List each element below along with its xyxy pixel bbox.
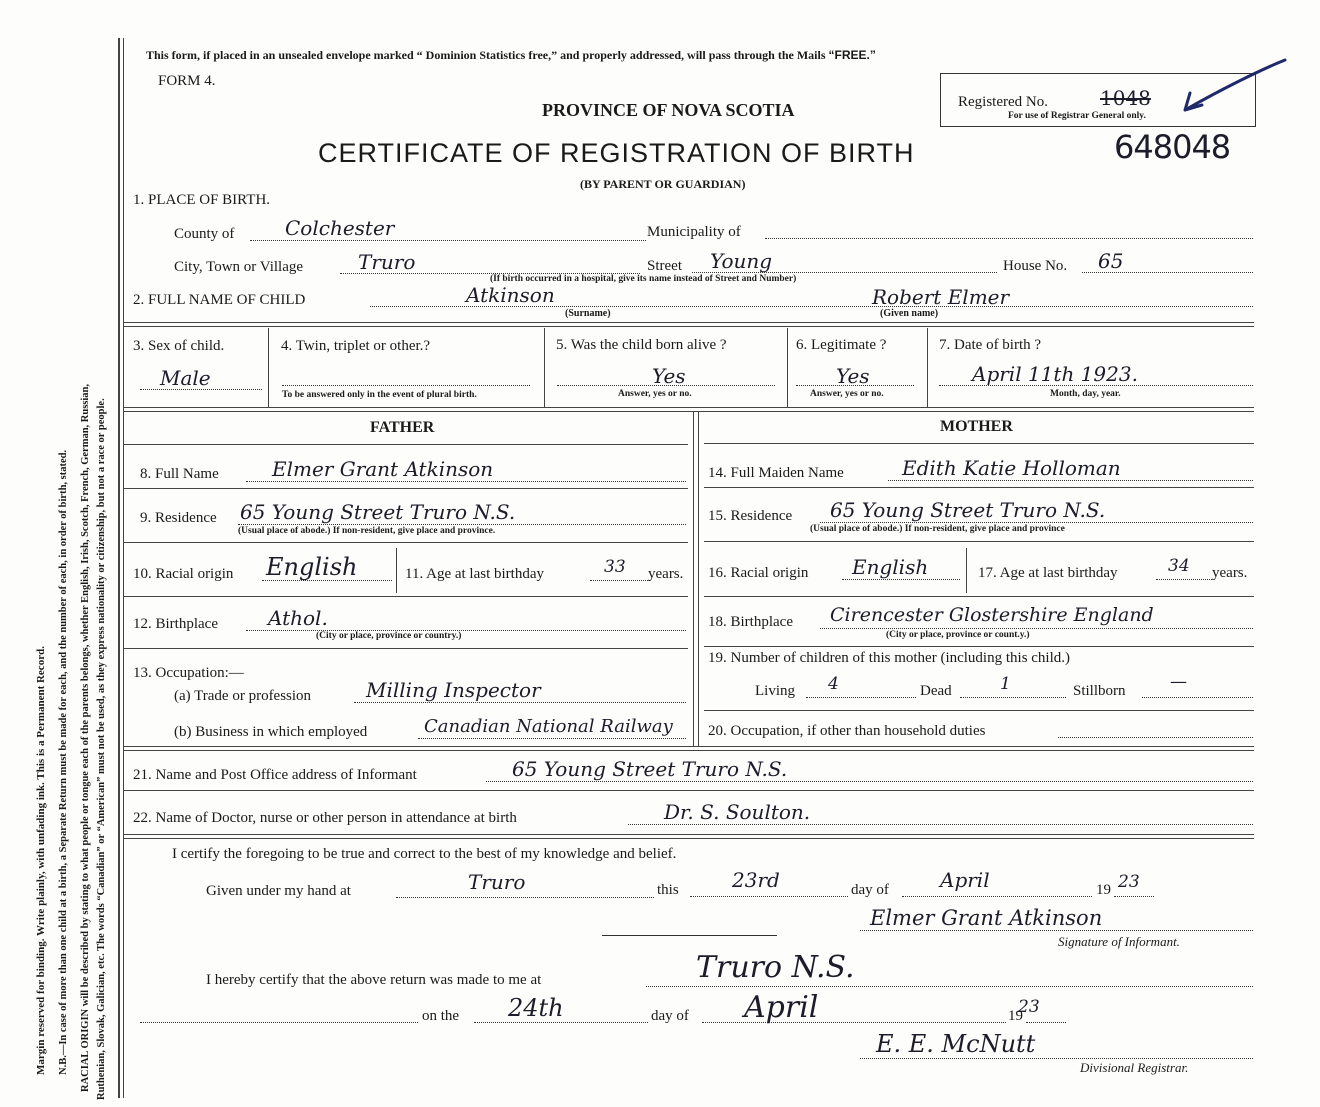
mother-race-divider bbox=[966, 548, 967, 593]
father-trade: Milling Inspector bbox=[366, 678, 541, 702]
dead-line bbox=[960, 697, 1066, 698]
mother-name-line bbox=[888, 480, 1253, 481]
twin-note: To be answered only in the event of plural birth. bbox=[282, 390, 477, 400]
mother-name-label: 14. Full Maiden Name bbox=[708, 465, 844, 481]
registrar-line bbox=[860, 1058, 1253, 1059]
reg-day-line bbox=[474, 1022, 648, 1023]
stillborn-value: — bbox=[1170, 672, 1187, 692]
mother-rule-4 bbox=[704, 646, 1254, 647]
binding-rule-inner bbox=[123, 38, 124, 1098]
mother-res-line bbox=[820, 522, 1253, 523]
occupation-bottom-rule bbox=[124, 746, 1254, 751]
mail-note-text: This form, if placed in an unsealed envelope marked “ Dominion Statistics free,” and properly addressed, will pass through the Mails bbox=[146, 48, 829, 62]
house-label: House No. bbox=[1003, 258, 1068, 274]
certificate-subtitle: (BY PARENT OR GUARDIAN) bbox=[580, 177, 746, 191]
given-caption: (Given name) bbox=[880, 308, 939, 319]
municipality-line bbox=[765, 238, 1253, 239]
sex-value: Male bbox=[160, 366, 211, 390]
father-residence: 65 Young Street Truro N.S. bbox=[240, 500, 516, 524]
reg-day: 24th bbox=[508, 994, 564, 1022]
day-line bbox=[690, 896, 848, 897]
given-label: Given under my hand at bbox=[206, 883, 351, 899]
certify-statement: I certify the foregoing to be true and correct to the best of my knowledge and belief. bbox=[172, 846, 677, 862]
alive-value: Yes bbox=[652, 364, 686, 388]
margin-note-3: RACIAL ORIGIN will be described by stating to what people or tongue each of the parents belongs, whether English, Irish, Scotch, French, German, Russian, bbox=[80, 383, 91, 1092]
mother-bp-line bbox=[820, 628, 1253, 629]
doctor-value: Dr. S. Soulton. bbox=[664, 800, 811, 824]
mother-age: 34 bbox=[1168, 556, 1190, 576]
month-line bbox=[902, 896, 1092, 897]
county-line bbox=[250, 240, 646, 241]
living-line bbox=[806, 697, 916, 698]
place-heading: 1. PLACE OF BIRTH. bbox=[133, 192, 271, 208]
legit-caption: Answer, yes or no. bbox=[810, 389, 884, 399]
county-label: County of bbox=[174, 226, 235, 242]
return-place-line bbox=[646, 986, 1253, 987]
registered-label: Registered No. bbox=[958, 94, 1048, 110]
reg-year: 23 bbox=[1018, 997, 1040, 1017]
city-label: City, Town or Village bbox=[174, 259, 304, 275]
margin-note-2: N.B.—In case of more than one child at a birth, a Separate Return must be made for each, and the number of each, in order of birth, stated. bbox=[58, 449, 69, 1075]
mother-name: Edith Katie Holloman bbox=[902, 456, 1121, 480]
father-race-divider bbox=[396, 548, 397, 593]
mother-rule-3 bbox=[704, 596, 1254, 597]
mother-residence: 65 Young Street Truro N.S. bbox=[830, 498, 1106, 522]
father-business: Canadian National Railway bbox=[424, 716, 673, 737]
twin-line bbox=[282, 385, 530, 386]
mother-rule-5 bbox=[704, 710, 1254, 711]
given-day: 23rd bbox=[732, 868, 780, 892]
onthe-leading-line bbox=[140, 1022, 418, 1023]
this-label: this bbox=[657, 882, 679, 898]
father-age: 33 bbox=[604, 557, 626, 577]
informant-value: 65 Young Street Truro N.S. bbox=[512, 757, 788, 781]
signature-short-rule bbox=[602, 935, 777, 936]
house-value: 65 bbox=[1098, 249, 1124, 273]
child-surname: Atkinson bbox=[466, 283, 555, 307]
informant-line bbox=[486, 781, 1253, 782]
stillborn-label: Stillborn bbox=[1073, 683, 1126, 699]
sex-label: 3. Sex of child. bbox=[133, 338, 225, 354]
father-biz-label: (b) Business in which employed bbox=[174, 724, 368, 740]
registrar-caption: Divisional Registrar. bbox=[1080, 1060, 1189, 1075]
twin-label: 4. Twin, triplet or other.? bbox=[281, 338, 431, 354]
year-line bbox=[1114, 896, 1154, 897]
municipality-label: Municipality of bbox=[647, 224, 741, 240]
living-label: Living bbox=[755, 683, 795, 699]
father-bp-label: 12. Birthplace bbox=[133, 616, 218, 632]
row3-divider-4 bbox=[927, 328, 928, 408]
dead-value: 1 bbox=[1000, 674, 1011, 694]
registered-number: 1048 bbox=[1100, 86, 1151, 110]
street-value: Young bbox=[710, 249, 773, 273]
row3-bottom-rule bbox=[124, 407, 1254, 412]
informant-label: 21. Name and Post Office address of Informant bbox=[133, 767, 417, 783]
father-bp-line bbox=[246, 630, 686, 631]
father-heading-rule bbox=[124, 444, 688, 445]
column-divider bbox=[693, 412, 694, 747]
city-value: Truro bbox=[358, 250, 416, 274]
dead-label: Dead bbox=[920, 683, 952, 699]
legit-label: 6. Legitimate ? bbox=[796, 337, 887, 353]
father-name-label: 8. Full Name bbox=[140, 466, 219, 482]
mother-rule-2 bbox=[704, 541, 1254, 542]
reg-year-line bbox=[1026, 1022, 1066, 1023]
father-res-caption: (Usual place of abode.) If non-resident, give place and province. bbox=[238, 526, 496, 536]
mail-note-free: “FREE.” bbox=[828, 48, 876, 62]
mother-rule-1 bbox=[704, 487, 1254, 488]
onthe-label: on the bbox=[422, 1008, 460, 1024]
reg-month: April bbox=[744, 990, 819, 1025]
dob-value: April 11th 1923. bbox=[972, 362, 1138, 386]
county-value: Colchester bbox=[285, 216, 395, 240]
form-number: FORM 4. bbox=[158, 73, 216, 89]
registrar-note: For use of Registrar General only. bbox=[1008, 111, 1146, 121]
father-trade-line bbox=[354, 702, 686, 703]
child-given-name: Robert Elmer bbox=[872, 285, 1010, 309]
informant-rule bbox=[124, 790, 1254, 791]
row3-divider-3 bbox=[787, 328, 788, 408]
mother-bp-caption: (City or place, province or count.y.) bbox=[886, 630, 1030, 640]
father-res-label: 9. Residence bbox=[140, 510, 217, 526]
row3-top-rule bbox=[124, 322, 1254, 327]
father-name-line bbox=[246, 481, 686, 482]
father-race-label: 10. Racial origin bbox=[133, 566, 234, 582]
given-month: April bbox=[940, 868, 990, 892]
surname-caption: (Surname) bbox=[565, 308, 611, 319]
row3-divider-1 bbox=[268, 328, 269, 408]
margin-note-1: Margin reserved for binding. Write plainly, with unfading ink. This is a Permanent Record. bbox=[35, 646, 47, 1075]
stillborn-line bbox=[1142, 697, 1253, 698]
margin-note-4: Ruthenian, Slovak, Galician, etc. The words “Canadian” or “American” must not be used, as they express nationality or citizenship, but not a race or people. bbox=[96, 398, 107, 1100]
alive-caption: Answer, yes or no. bbox=[618, 389, 692, 399]
father-rule-2 bbox=[124, 542, 688, 543]
mother-race-line bbox=[842, 579, 960, 580]
given-place: Truro bbox=[468, 870, 526, 894]
binding-rule bbox=[118, 38, 120, 1098]
return-label: I hereby certify that the above return was made to me at bbox=[206, 972, 542, 988]
mother-age-label: 17. Age at last birthday bbox=[978, 565, 1118, 581]
father-occ-label: 13. Occupation:— bbox=[133, 665, 244, 681]
father-trade-label: (a) Trade or profession bbox=[174, 688, 312, 704]
reg-year-prefix: 19 bbox=[1008, 1008, 1023, 1024]
dob-label: 7. Date of birth ? bbox=[939, 337, 1042, 353]
street-label: Street bbox=[647, 258, 682, 274]
year-prefix: 19 bbox=[1096, 882, 1111, 898]
mother-heading-rule bbox=[704, 443, 1254, 444]
hospital-note: (If birth occurred in a hospital, give its name instead of Street and Number) bbox=[490, 274, 797, 284]
mother-race-label: 16. Racial origin bbox=[708, 565, 809, 581]
doctor-line bbox=[628, 824, 1253, 825]
father-race: English bbox=[266, 553, 358, 581]
father-biz-line bbox=[418, 738, 686, 739]
signature-caption: Signature of Informant. bbox=[1058, 934, 1180, 949]
legit-value: Yes bbox=[836, 364, 870, 388]
mother-race: English bbox=[852, 555, 929, 579]
father-birthplace: Athol. bbox=[268, 606, 328, 630]
informant-signature: Elmer Grant Atkinson bbox=[870, 906, 1103, 930]
registrar-signature: E. E. McNutt bbox=[876, 1030, 1036, 1058]
father-rule-4 bbox=[124, 648, 688, 649]
province-heading: PROVINCE OF NOVA SCOTIA bbox=[542, 100, 795, 120]
father-age-unit: years. bbox=[648, 566, 684, 582]
doctor-label: 22. Name of Doctor, nurse or other person in attendance at birth bbox=[133, 810, 517, 826]
mail-note bbox=[146, 48, 876, 63]
father-rule-1 bbox=[124, 488, 688, 489]
certificate-title: CERTIFICATE OF REGISTRATION OF BIRTH bbox=[318, 138, 915, 168]
mother-bp-label: 18. Birthplace bbox=[708, 614, 793, 630]
alive-label: 5. Was the child born alive ? bbox=[556, 337, 727, 353]
father-age-label: 11. Age at last birthday bbox=[405, 566, 544, 582]
mother-res-label: 15. Residence bbox=[708, 508, 793, 524]
stamp-number: 648048 bbox=[1114, 128, 1231, 166]
living-value: 4 bbox=[828, 674, 839, 694]
child-name-label: 2. FULL NAME OF CHILD bbox=[133, 292, 306, 308]
check-arrow-icon bbox=[1170, 55, 1290, 115]
mother-heading: MOTHER bbox=[940, 418, 1013, 435]
signature-line bbox=[860, 930, 1253, 931]
given-place-line bbox=[396, 897, 654, 898]
given-year: 23 bbox=[1118, 872, 1140, 892]
father-age-line bbox=[590, 580, 650, 581]
dayof-label: day of bbox=[851, 882, 889, 898]
father-name: Elmer Grant Atkinson bbox=[272, 457, 494, 481]
column-divider-2 bbox=[698, 412, 699, 747]
mother-age-unit: years. bbox=[1212, 565, 1248, 581]
reg-dayof-label: day of bbox=[651, 1008, 689, 1024]
mother-occ-label: 20. Occupation, if other than household duties bbox=[708, 723, 986, 739]
father-rule-3 bbox=[124, 596, 688, 597]
mother-occ-line bbox=[1058, 737, 1253, 738]
father-bp-caption: (City or place, province or country.) bbox=[316, 631, 462, 641]
return-place: Truro N.S. bbox=[696, 950, 855, 985]
father-res-line bbox=[238, 524, 686, 525]
dob-caption: Month, day, year. bbox=[1050, 389, 1121, 399]
mother-birthplace: Cirencester Glostershire England bbox=[830, 604, 1154, 626]
father-heading: FATHER bbox=[370, 419, 435, 436]
mother-children-label: 19. Number of children of this mother (including this child.) bbox=[708, 650, 1071, 666]
mother-age-line bbox=[1156, 579, 1212, 580]
mother-res-caption: (Usual place of abode.) If non-resident, give place and province bbox=[810, 524, 1065, 534]
doctor-rule bbox=[124, 834, 1254, 839]
row3-divider-2 bbox=[544, 328, 545, 408]
